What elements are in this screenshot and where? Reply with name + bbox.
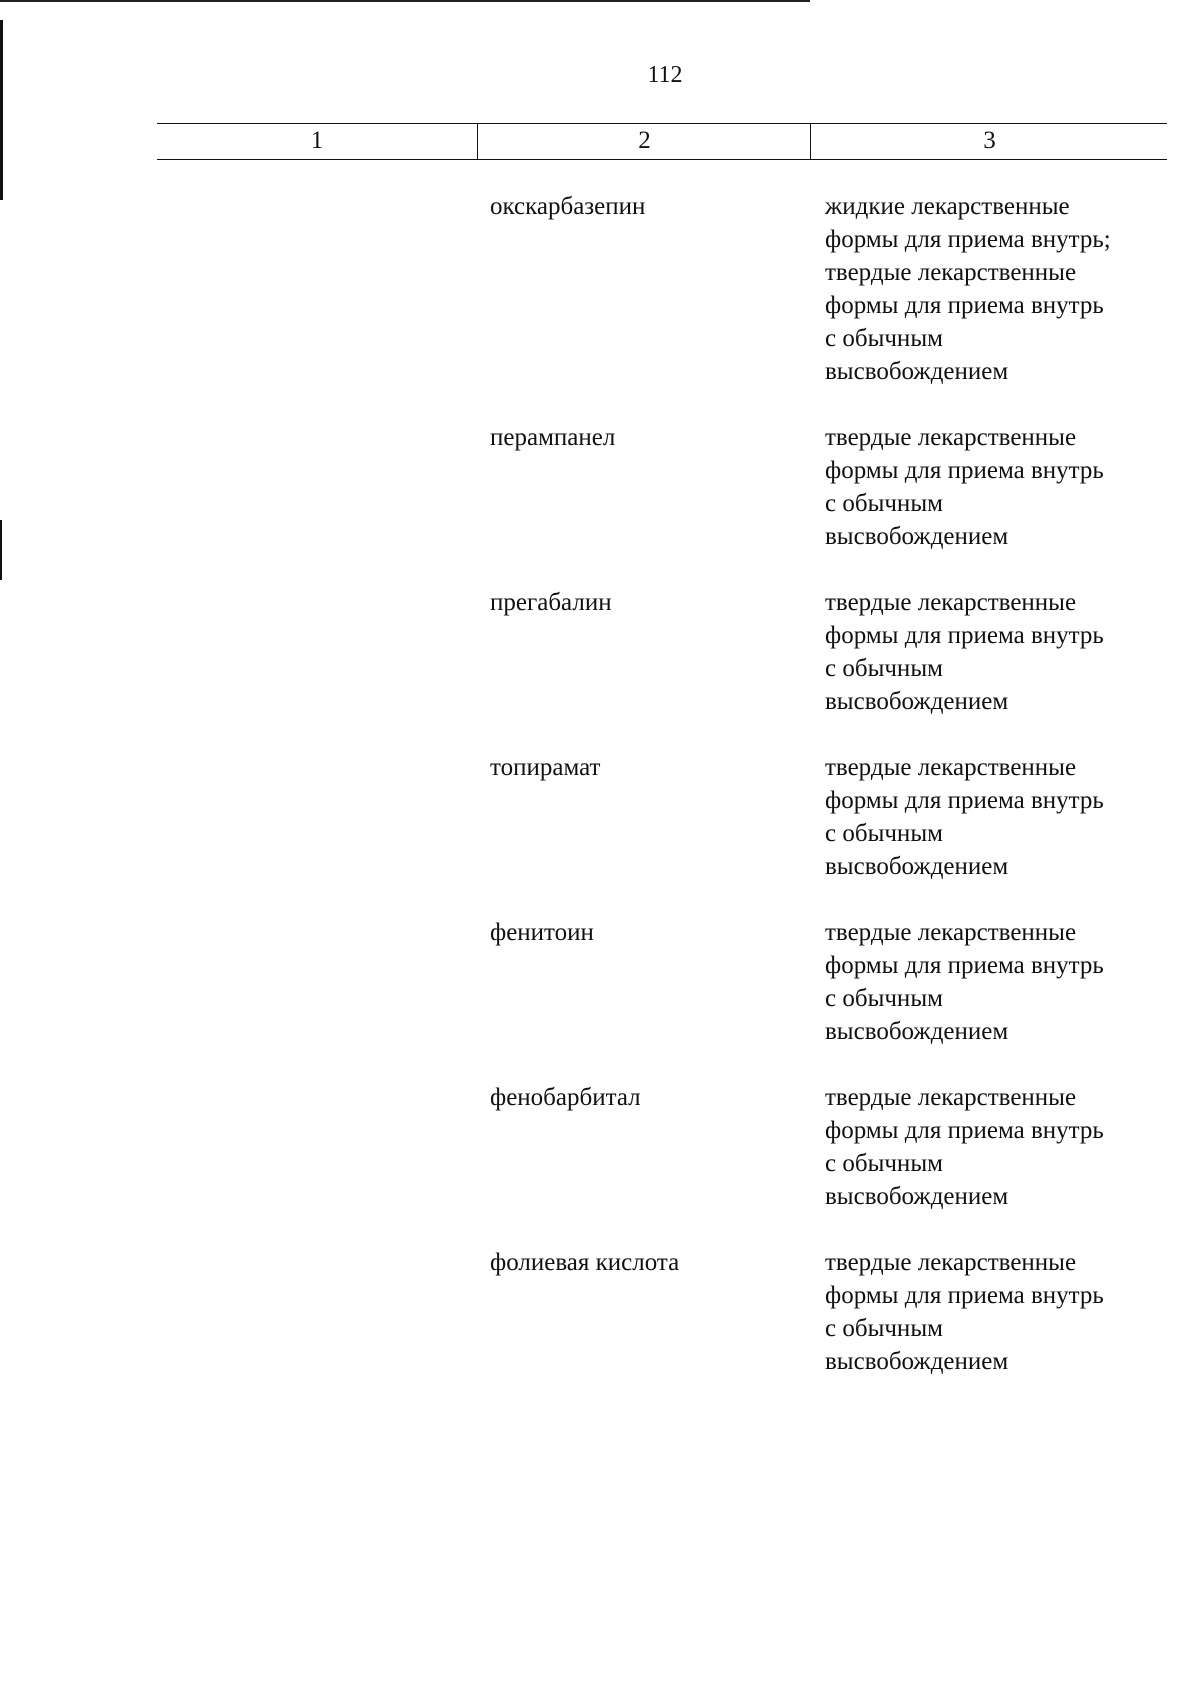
dosage-form-line: формы для приема внутрь: [825, 292, 1104, 319]
table-row: [0, 1081, 1200, 1213]
drug-name: фенитоин: [490, 919, 594, 946]
dosage-form-line: жидкие лекарственные: [825, 193, 1070, 220]
dosage-form-line: с обычным: [825, 1150, 943, 1177]
dosage-form-line: твердые лекарственные: [825, 259, 1077, 286]
dosage-forms: [825, 916, 1170, 1048]
dosage-forms: [825, 586, 1170, 718]
dosage-form-line: формы для приема внутрь: [825, 1117, 1104, 1144]
dosage-form-line: высвобождением: [825, 1183, 1009, 1210]
dosage-form-line: твердые лекарственные: [825, 1084, 1077, 1111]
table-row: [0, 751, 1200, 883]
table-body: [0, 190, 1200, 1411]
dosage-form-line: твердые лекарственные: [825, 754, 1077, 781]
drug-name: перампанел: [490, 424, 616, 451]
dosage-form-line: формы для приема внутрь: [825, 952, 1104, 979]
table-header-col-3: 3: [810, 124, 1168, 159]
dosage-forms: [825, 1081, 1170, 1213]
dosage-forms: [825, 190, 1170, 388]
drug-name: окскарбазепин: [490, 193, 646, 220]
dosage-form-line: с обычным: [825, 655, 943, 682]
table-row: [0, 421, 1200, 553]
dosage-form-line: с обычным: [825, 325, 943, 352]
table-row: [0, 190, 1200, 388]
dosage-form-line: формы для приема внутрь: [825, 787, 1104, 814]
dosage-forms: [825, 751, 1170, 883]
dosage-forms: [825, 421, 1170, 553]
drug-name: прегабалин: [490, 589, 612, 616]
dosage-form-line: высвобождением: [825, 523, 1009, 550]
dosage-form-line: твердые лекарственные: [825, 1249, 1077, 1276]
dosage-form-line: высвобождением: [825, 688, 1009, 715]
dosage-form-line: высвобождением: [825, 1018, 1009, 1045]
table-row: [0, 1246, 1200, 1378]
dosage-form-line: формы для приема внутрь: [825, 622, 1104, 649]
drug-name: топирамат: [490, 754, 601, 781]
drug-name: фолиевая кислота: [490, 1249, 680, 1276]
dosage-form-line: с обычным: [825, 985, 943, 1012]
dosage-form-line: твердые лекарственные: [825, 424, 1077, 451]
dosage-form-line: с обычным: [825, 490, 943, 517]
table-header: [157, 123, 1167, 160]
dosage-form-line: с обычным: [825, 820, 943, 847]
dosage-form-line: высвобождением: [825, 358, 1009, 385]
table-row: [0, 916, 1200, 1048]
dosage-form-line: формы для приема внутрь: [825, 457, 1104, 484]
dosage-form-line: высвобождением: [825, 853, 1009, 880]
dosage-form-line: твердые лекарственные: [825, 589, 1077, 616]
scan-edge-line: [0, 0, 810, 2]
dosage-form-line: с обычным: [825, 1315, 943, 1342]
scan-edge-mark: [0, 20, 3, 200]
dosage-forms: [825, 1246, 1170, 1378]
drug-name: фенобарбитал: [490, 1084, 641, 1111]
dosage-form-line: твердые лекарственные: [825, 919, 1077, 946]
table-row: [0, 586, 1200, 718]
dosage-form-line: формы для приема внутрь;: [825, 226, 1111, 253]
page-number: 112: [647, 62, 683, 88]
table-header-col-2: 2: [477, 124, 811, 159]
table-header-col-1: 1: [310, 127, 324, 154]
dosage-form-line: формы для приема внутрь: [825, 1282, 1104, 1309]
dosage-form-line: высвобождением: [825, 1348, 1009, 1375]
